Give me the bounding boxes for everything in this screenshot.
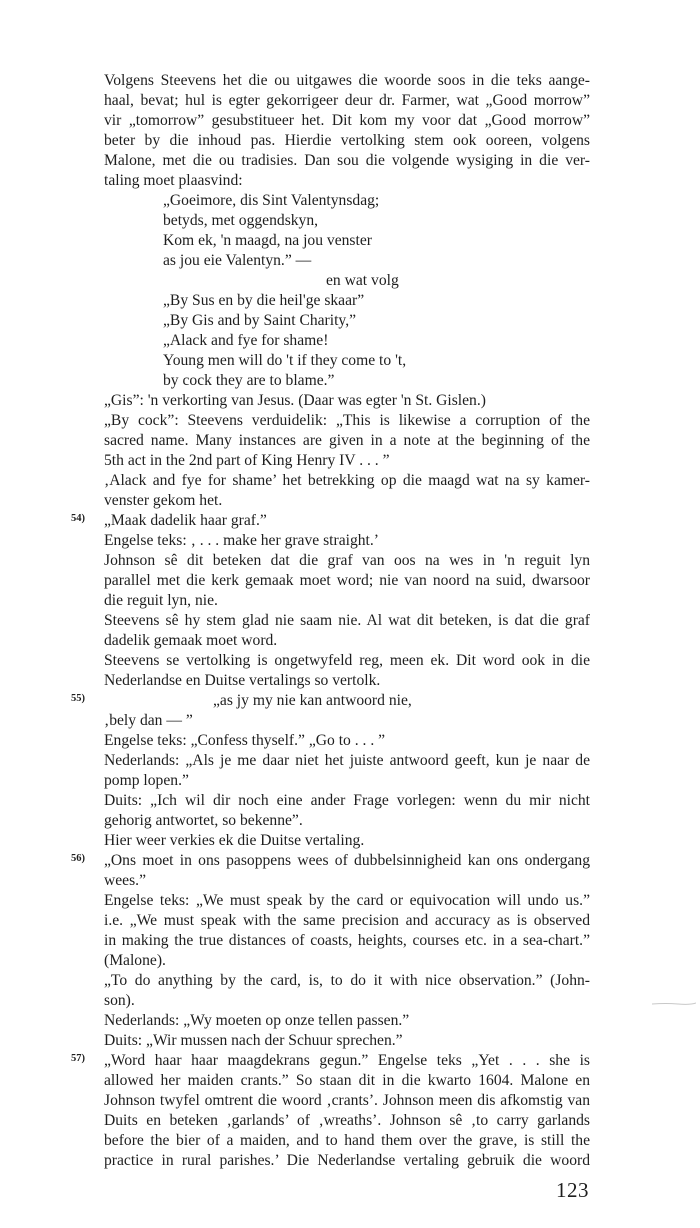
text-line: Engelse teks: „We must speak by the card or equivocation will undo us.” <box>104 892 590 909</box>
text-line: „as jy my nie kan antwoord nie, <box>213 692 412 709</box>
footnote-marker: 54) <box>71 513 85 524</box>
verse-line: „Goeimore, dis Sint Valentynsdag; <box>163 192 380 209</box>
text-line: Steevens sê hy stem glad nie saam nie. Al wat dit beteken, is dat die graf <box>104 612 590 629</box>
text-line: Nederlandse en Duitse vertalings so vertolk. <box>104 672 381 689</box>
text-line: taling moet plaasvind: <box>104 172 243 189</box>
text-line: ‚bely dan — ” <box>104 712 193 729</box>
footnote-marker: 56) <box>71 853 85 864</box>
text-line: vir „tomorrow” gesubstitueer het. Dit kom my voor dat „Good morrow” <box>104 112 590 129</box>
text-line: before the bier of a maiden, and to hand them over the grave, is still the <box>104 1132 590 1149</box>
text-line: „Ons moet in ons pasoppens wees of dubbelsinnigheid kan ons ondergang <box>104 852 590 869</box>
verse-line: Young men will do 't if they come to 't, <box>163 352 407 369</box>
text-line: dadelik gemaak moet word. <box>104 632 278 649</box>
text-line: parallel met die kerk gemaak moet word; nie van noord na suid, dwarsoor <box>104 572 590 589</box>
text-line: Duits: „Ich wil dir noch eine ander Frage vorlegen: wenn du mir nicht <box>104 792 590 809</box>
text-line: ‚Alack and fye for shame’ het betrekking op die maagd wat na sy kamer- <box>104 472 590 489</box>
text-line: Engelse teks: ‚ . . . make her grave straight.’ <box>104 532 379 549</box>
verse-line: „By Gis and by Saint Charity,” <box>163 312 357 329</box>
text-line: „Maak dadelik haar graf.” <box>104 512 267 529</box>
text-line: wees.” <box>104 872 146 889</box>
text-line: pomp lopen.” <box>104 772 189 789</box>
text-line: allowed her maiden crants.” So staan dit in die kwarto 1604. Malone en <box>104 1072 590 1089</box>
text-line: 5th act in the 2nd part of King Henry IV . . . ” <box>104 452 390 469</box>
text-line: gehorig antwortet, so bekenne”. <box>104 812 303 829</box>
text-line: Malone, met die ou tradisies. Dan sou die volgende wysiging in die ver- <box>104 152 590 169</box>
verse-line: as jou eie Valentyn.” — <box>163 252 312 269</box>
text-line: Nederlands: „Als je me daar niet het juiste antwoord geeft, kun je naar de <box>104 752 590 769</box>
text-line: i.e. „We must speak with the same precision and accuracy as is observed <box>104 912 590 929</box>
text-line: venster gekom het. <box>104 492 223 509</box>
margin-mark <box>652 1002 696 1004</box>
footnote-marker: 55) <box>71 693 85 704</box>
text-line: Engelse teks: „Confess thyself.” „Go to . . . ” <box>104 732 386 749</box>
page-number: 123 <box>556 1178 589 1202</box>
text-line: beter by die inhoud pas. Hierdie vertolking stem ook ooreen, volgens <box>104 132 590 149</box>
verse-line: Kom ek, 'n maagd, na jou venster <box>163 232 372 249</box>
text-line: haal, bevat; hul is egter gekorrigeer deur dr. Farmer, wat „Good morrow” <box>104 92 590 109</box>
text-line: Volgens Steevens het die ou uitgawes die woorde soos in die teks aange- <box>104 72 590 89</box>
text-line: Johnson sê dit beteken dat die graf van oos na wes in 'n reguit lyn <box>104 552 590 569</box>
text-line: (Malone). <box>104 952 166 969</box>
text-line: „Word haar haar maagdekrans gegun.” Engelse teks „Yet . . . she is <box>104 1052 590 1069</box>
verse-line: betyds, met oggendskyn, <box>163 212 319 229</box>
footnote-marker: 57) <box>71 1053 85 1064</box>
text-line: „Gis”: 'n verkorting van Jesus. (Daar was egter 'n St. Gislen.) <box>104 392 486 409</box>
text-line: „By cock”: Steevens verduidelik: „This is likewise a corruption of the <box>104 412 590 429</box>
text-line: Nederlands: „Wy moeten op onze tellen passen.” <box>104 1012 410 1029</box>
text-line: Hier weer verkies ek die Duitse vertaling. <box>104 832 365 849</box>
text-line: „To do anything by the card, is, to do it with nice observation.” (John- <box>104 972 590 989</box>
text-line: Johnson twyfel omtrent die woord ‚crants’. Johnson meen dis afkomstig van <box>104 1092 590 1109</box>
verse-line: by cock they are to blame.” <box>163 372 335 389</box>
text-line: in making the true distances of coasts, heights, courses etc. in a sea-chart.” <box>104 932 590 949</box>
text-line: practice in rural parishes.’ Die Nederlandse vertaling gebruik die woord <box>104 1152 590 1169</box>
verse-line: „Alack and fye for shame! <box>163 332 329 349</box>
verse-line: en wat volg <box>326 272 399 289</box>
text-line: Duits: „Wir mussen nach der Schuur sprechen.” <box>104 1032 403 1049</box>
text-line: son). <box>104 992 135 1009</box>
text-line: Duits en beteken ‚garlands’ of ‚wreaths’. Johnson sê ‚to carry garlands <box>104 1112 590 1129</box>
text-line: sacred name. Many instances are given in a note at the beginning of the <box>104 432 590 449</box>
verse-line: „By Sus en by die heil'ge skaar” <box>163 292 365 309</box>
text-line: Steevens se vertolking is ongetwyfeld reg, meen ek. Dit word ook in die <box>104 652 590 669</box>
text-line: die reguit lyn, nie. <box>104 592 218 609</box>
